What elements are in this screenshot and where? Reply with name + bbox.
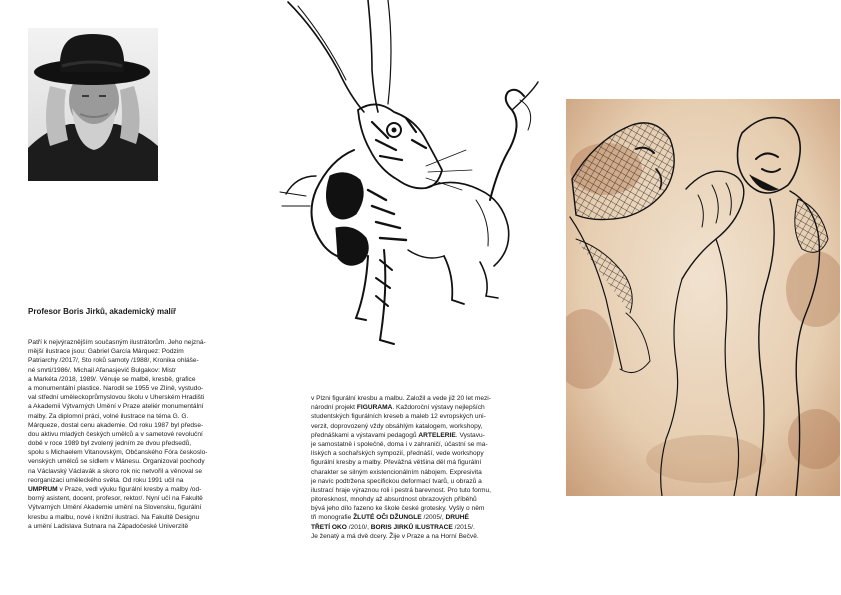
text-line [28,522,268,531]
text-line [311,504,551,513]
text-line [311,477,551,486]
text-run: je samostatně i společně, doma i v zahraničí, účastní se ma- [311,440,488,448]
text-run: . Každoroční výstavy nejlepších [392,404,485,412]
text-run: /2015/. [452,523,475,531]
text-line [311,422,551,431]
text-run: kresbu a malbu, nové i knižní ilustraci. Na Fakultě Designu [28,513,200,521]
bold-term: TŘETÍ OKO [311,523,347,531]
text-line [28,384,268,393]
text-line [311,468,551,477]
text-run: . Vystavu- [455,431,485,439]
text-line [28,366,268,375]
text-line [311,495,551,504]
text-run: mější ilustrace jsou: Gabriel García Márquez: Podzim [28,348,184,356]
text-line [28,467,268,476]
text-line [28,375,268,384]
text-run: líských a sochařských sympozií, přednáší, vede workshopy [311,450,484,458]
text-run: v Praze, vedl výuku figurální kresby a malby /od- [57,486,202,493]
hare-illustration [276,0,550,360]
bold-term: ARTELERIE [418,431,456,439]
text-run: a Akademii Výtvarných Umění v Praze ateliér monumentální [28,403,204,411]
bold-term: ŽLUTÉ OČI DŽUNGLE [353,514,422,522]
text-run: je navíc podtržena specifickou deformací tvarů, u obrazů a [311,477,482,485]
text-line [28,476,268,485]
biography-column-2 [311,394,551,541]
text-run: Je ženatý a má dvě dcery. Žije v Praze a na Horní Bečvě. [311,532,479,540]
figures-illustration [566,99,840,496]
hare-ink-drawing [276,0,550,360]
text-line [28,439,268,448]
text-run: v Plzni figurální kresbu a malbu. Založil a vede již 20 let mezi- [311,395,491,402]
text-run: spolu s Michaelem Vitanovským, Občanského Fóra českoslo- [28,449,208,457]
text-line [28,485,268,494]
text-line [28,494,268,503]
portrait-image [28,28,158,181]
text-line [28,338,268,347]
bold-term: FIGURAMA [356,404,393,412]
text-run: reorganizaci uměleckého světa. Od roku 1991 učil na [28,476,184,484]
text-run: na Václavský Václavák a skoro rok nic netvořil a věnoval se [28,467,203,475]
text-line [311,431,551,440]
text-line [311,412,551,421]
text-line [28,412,268,421]
text-line [311,532,551,541]
text-run: malby. Za diplomní práci, volné ilustrace na téma G. G. [28,412,189,420]
text-line [28,448,268,457]
text-run: /2005/, [421,514,446,522]
text-run: borný asistent, docent, profesor, rektor/. Nyní učí na Fakultě [28,495,203,503]
text-line [311,523,551,532]
text-run: studentských figurálních kreseb a maleb 12 evropských uni- [311,413,486,421]
text-run: Patří k nejvýraznějším současným ilustrátorům. Jeho nejzná- [28,339,206,346]
text-run: verzit, doprovozený vždy obsáhlým katalogem, workshopy, [311,422,483,430]
text-run: ilustrací hraje výraznou roli i pestrá barevnost. Pro tuto formu, [311,486,491,494]
artist-portrait-photo [28,28,158,181]
text-line [311,394,551,403]
text-run: /2010/, [346,523,371,531]
text-run: tři monografie [311,514,354,522]
bold-term: BORIS JIRKŮ ILUSTRACE [370,523,453,531]
text-line [28,393,268,402]
text-run: né smrti/1986/. Michail Afanasjevič Bulgakov: Mistr [28,366,177,374]
text-line [28,430,268,439]
text-run: a monumentální plastice. Narodil se 1955 ve Zlíně, vystudo- [28,384,204,392]
text-line [28,421,268,430]
text-run: bývá jeho dílo řazeno ke škole české grotesky. Vyšly o něm [311,505,485,513]
text-run: národní projekt [311,404,357,412]
text-line [311,458,551,467]
bold-term: DRUHÉ [445,514,469,522]
text-run: venských umělců se sídlem v Mánesu. Organizoval pochody [28,458,205,466]
bold-term: UMPRUM [28,486,58,493]
text-line [28,356,268,365]
text-run: Patriarchy /2017/, Sto roků samoty /1988/, Kronika ohláše- [28,357,199,365]
text-run: přednáškami a výstavami pedagogů [311,431,419,439]
text-run: charakter se silným existencionálním nábojem. Expresivita [311,468,482,476]
text-line [311,403,551,412]
text-run: figurální kresby a malby. Převážná většina děl má figurální [311,459,482,467]
text-line [311,513,551,522]
text-line [311,440,551,449]
text-run: dou aktivu mladých českých umělců a v sametové revoluční [28,430,203,438]
text-line [28,503,268,512]
artist-name-heading: Profesor Boris Jirků, akademický malíř [28,307,177,316]
text-line [28,457,268,466]
text-line [28,347,268,356]
text-run: a Markéta /2018, 1989/. Věnuje se malbě, kresbě, grafice [28,375,196,383]
text-line [28,513,268,522]
text-line [311,449,551,458]
text-run: době v roce 1989 byl zvolený jedním ze dvou předsedů, [28,440,192,448]
text-run: val střední uměleckoprůmyslovou školu v Uherském Hradišti [28,394,205,402]
text-run: Márqueze, dostal cenu akademie. Od roku 1987 byl předse- [28,421,204,429]
text-line [311,486,551,495]
text-run: Výtvarných Umění Akademie umění na Slovensku, figurální [28,504,202,512]
text-run: a umění Ladislava Sutnara na Západočeské Univerzitě [28,522,189,530]
text-line [28,402,268,411]
two-figures-drawing [566,99,840,496]
text-run: pitoresknost, mnohdy až absurdnost obrazových příběhů [311,496,477,504]
biography-column-1 [28,338,268,531]
